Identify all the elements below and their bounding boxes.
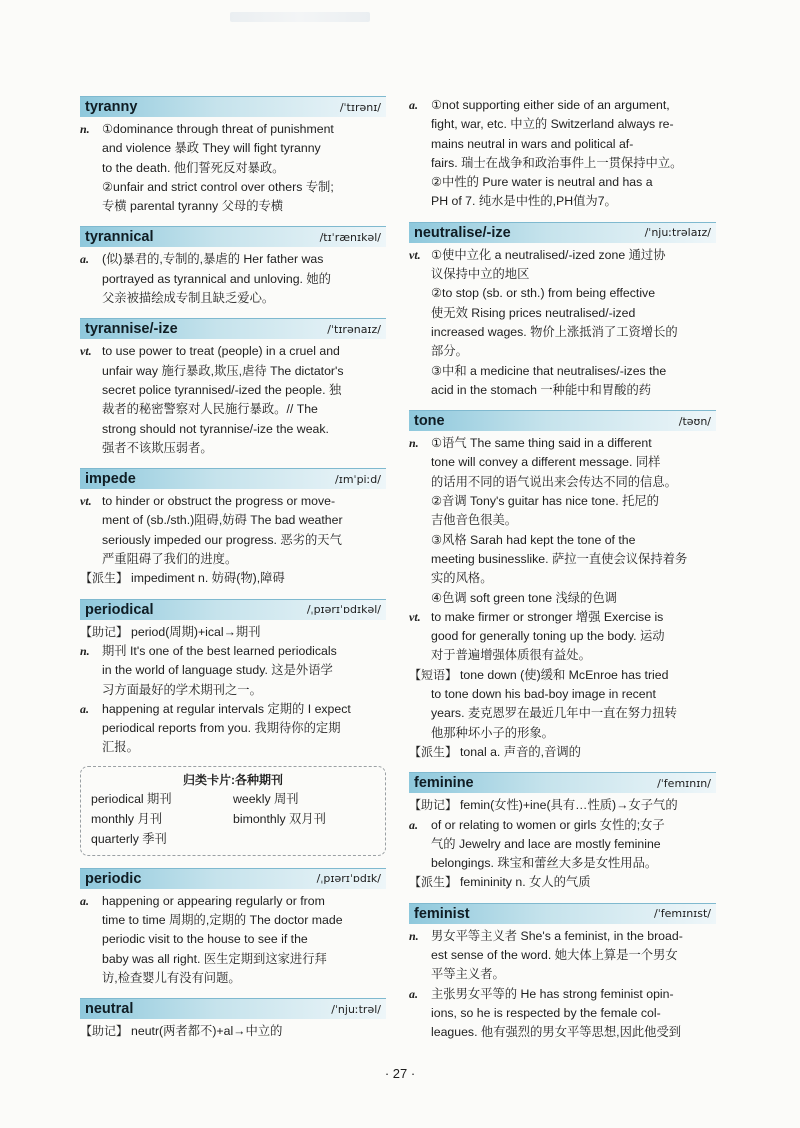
headword: tyrannise/-ize (85, 321, 178, 338)
definition-line (80, 930, 386, 949)
definition-text: est sense of the word. 她大体上算是一个男女 (431, 947, 678, 962)
category-card-item: periodical 期刊 (91, 791, 172, 806)
entry (80, 468, 386, 588)
definition-text: ions, so he is respected by the female col- (431, 1005, 661, 1020)
definition-text: 实的风格。 (431, 571, 493, 586)
definition-text: acid in the stomach 一种能中和胃酸的药 (431, 382, 652, 397)
headword-bar (409, 772, 716, 793)
headword: tyrannical (85, 229, 154, 246)
definition-text: 部分。 (431, 344, 468, 359)
definition-text: ②中性的 Pure water is neutral and has a (431, 175, 653, 190)
pronunciation: /ˈfemɪnɪn/ (657, 776, 711, 790)
definition-line (80, 511, 386, 530)
category-card-item: bimonthly 双月刊 (233, 811, 326, 826)
definition-text: 吉他音色很美。 (431, 513, 518, 528)
definition-line (80, 719, 386, 738)
category-card-item: weekly 周刊 (233, 791, 299, 806)
definition-text: impediment n. 妨碍(物),障碍 (131, 571, 285, 586)
definition-text: ①not supporting either side of an argument, (431, 98, 670, 112)
headword-bar (80, 318, 386, 339)
definition-text: 强者不该欺压弱者。 (102, 440, 213, 455)
definition-text: and violence 暴政 They will fight tyranny (102, 141, 321, 156)
headword: tone (414, 413, 445, 430)
category-card-title: 归类卡片:各种期刊 (183, 772, 283, 787)
pos-tag: a. (80, 701, 89, 716)
definition-line (409, 304, 716, 323)
pos-tag: 【短语】 (409, 667, 458, 682)
definition-line (409, 569, 716, 588)
definition-text: ④色调 soft green tone 浅绿的色调 (431, 590, 617, 605)
definition-text: strong should not tyrannise/-ize the weak. (102, 421, 329, 436)
definition-text: period(周期)+ical→期刊 (131, 624, 261, 639)
definition-line (409, 685, 716, 704)
definition-line (409, 985, 716, 1004)
definition-text: mains neutral in wars and political af- (431, 136, 634, 151)
headword-bar (409, 410, 716, 431)
definition-text: 父亲被描绘成专制且缺乏爱心。 (102, 291, 275, 306)
pronunciation: /ɪmˈpiːd/ (335, 472, 381, 486)
headword: feminine (414, 775, 474, 792)
definition-text: in the world of language study. 这是外语学 (102, 663, 333, 678)
headword-bar (80, 226, 386, 247)
definition-line (80, 139, 386, 158)
definition-line (409, 589, 716, 608)
definition-line (409, 627, 716, 646)
definition-line (80, 642, 386, 661)
definition-text: unfair way 施行暴政,欺压,虐待 The dictator's (102, 363, 344, 378)
entry (80, 318, 386, 458)
definition-text: PH of 7. 纯水是中性的,PH值为7。 (431, 194, 617, 209)
definition-text: 男女平等主义者 She's a feminist, in the broad- (431, 928, 683, 943)
definition-line (409, 434, 716, 453)
definition-text: neutr(两者都不)+al→中立的 (131, 1024, 283, 1039)
entry (80, 868, 386, 988)
pronunciation: /ˈnjuːtrəlaɪz/ (644, 226, 711, 240)
definition-line (409, 96, 716, 115)
definition-line (409, 453, 716, 472)
headword: feminist (414, 905, 470, 922)
definition-line (80, 1022, 386, 1041)
definition-line (80, 569, 386, 588)
headword-bar (409, 903, 716, 924)
headword-bar (80, 868, 386, 889)
headword-bar (80, 96, 386, 117)
pos-tag: 【派生】 (409, 875, 458, 890)
pronunciation: /ˈfemɪnɪst/ (654, 907, 711, 921)
definition-line (409, 854, 716, 873)
definition-line (409, 704, 716, 723)
entry (80, 226, 386, 308)
definition-text: fairs. 瑞士在战争和政治事件上一贯保持中立。 (431, 155, 683, 170)
definition-text: belongings. 珠宝和蕾丝大多是女性用品。 (431, 856, 658, 871)
definition-line (409, 724, 716, 743)
page-number: · 27 · (384, 1066, 416, 1081)
pos-tag: n. (80, 643, 90, 658)
left-column (80, 96, 386, 1052)
definition-text: 对于普遍增强体质很有益处。 (431, 648, 591, 663)
definition-text: 裁者的秘密警察对人民施行暴政。// The (102, 402, 318, 417)
definition-line (80, 531, 386, 550)
entry (80, 998, 386, 1041)
definition-text: 主张男女平等的 He has strong feminist opin- (431, 986, 674, 1001)
definition-line (80, 738, 386, 757)
definition-line (80, 197, 386, 216)
pos-tag: 【助记】 (80, 1024, 129, 1039)
definition-line (409, 531, 716, 550)
definition-text: 议保持中立的地区 (431, 267, 530, 282)
definition-line (409, 473, 716, 492)
pos-tag: a. (80, 252, 89, 267)
definition-text: ①语气 The same thing said in a different (431, 436, 652, 451)
definition-text: 气的 Jewelry and lace are mostly feminine (431, 836, 661, 851)
headword-bar (409, 222, 716, 243)
definition-line (409, 246, 716, 265)
pos-tag: a. (80, 893, 89, 908)
definition-text: time to time 周期的,定期的 The doctor made (102, 913, 343, 928)
pos-tag: n. (409, 436, 419, 451)
definition-line (409, 666, 716, 685)
pronunciation: /ˈtɪrənɪ/ (339, 100, 381, 114)
definition-line (409, 835, 716, 854)
definition-line (80, 969, 386, 988)
definition-line (409, 362, 716, 381)
definition-text: 平等主义者。 (431, 967, 505, 982)
definition-line (80, 892, 386, 911)
headword-bar (80, 468, 386, 489)
pos-tag: 【派生】 (409, 744, 458, 759)
definition-text: 他那种坏小子的形象。 (431, 725, 554, 740)
definition-line (409, 492, 716, 511)
definition-text: portrayed as tyrannical and unloving. 她的 (102, 271, 331, 286)
definition-text: tone will convey a different message. 同样 (431, 455, 661, 470)
definition-line (409, 873, 716, 892)
definition-text: increased wages. 物价上涨抵消了工资增长的 (431, 324, 678, 339)
definition-line (80, 381, 386, 400)
pronunciation: /ˌpɪərɪˈɒdɪk/ (316, 872, 381, 886)
definition-line (409, 173, 716, 192)
headword: periodic (85, 870, 142, 887)
headword-bar (80, 599, 386, 620)
pronunciation: /tɪˈrænɪkəl/ (319, 230, 381, 244)
definition-line (80, 178, 386, 197)
definition-line (409, 154, 716, 173)
headword: periodical (85, 601, 154, 618)
definition-text: leagues. 他有强烈的男女平等思想,因此他受到 (431, 1025, 682, 1040)
definition-line (409, 115, 716, 134)
pos-tag: 【助记】 (80, 624, 129, 639)
definition-line (409, 816, 716, 835)
definition-line (409, 927, 716, 946)
pos-tag: n. (409, 928, 419, 943)
definition-line (409, 265, 716, 284)
definition-text: periodic visit to the house to see if the (102, 932, 308, 947)
definition-line (80, 400, 386, 419)
entry (80, 599, 386, 856)
pos-tag: 【助记】 (409, 798, 458, 813)
definition-text: to hinder or obstruct the progress or move- (102, 494, 336, 509)
definition-text: ①dominance through threat of punishment (102, 122, 334, 136)
definition-text: good for generally toning up the body. 运动 (431, 629, 665, 644)
headword: impede (85, 471, 136, 488)
definition-line (409, 135, 716, 154)
pos-tag: vt. (409, 247, 421, 262)
category-card-item: monthly 月刊 (91, 811, 163, 826)
pronunciation: /ˈtɪrənaɪz/ (327, 322, 381, 336)
definition-line (409, 550, 716, 569)
pos-tag: vt. (80, 344, 92, 359)
headword: tyranny (85, 99, 138, 115)
definition-text: 的话用不同的语气说出来会传达不同的信息。 (431, 474, 677, 489)
definition-text: 使无效 Rising prices neutralised/-ized (431, 305, 636, 320)
definition-text: 严重阻碍了我们的进度。 (102, 552, 238, 567)
definition-line (80, 661, 386, 680)
definition-line (409, 743, 716, 762)
definition-text: to use power to treat (people) in a cruel and (102, 344, 340, 359)
definition-text: ③风格 Sarah had kept the tone of the (431, 532, 636, 547)
definition-text: ①使中立化 a neutralised/-ized zone 通过协 (431, 247, 666, 262)
definition-text: happening at regular intervals 定期的 I expect (102, 701, 351, 716)
definition-line (409, 946, 716, 965)
definition-text: happening or appearing regularly or from (102, 893, 325, 908)
pos-tag: a. (409, 986, 418, 1001)
definition-line (80, 362, 386, 381)
definition-text: meeting businesslike. 萨拉一直使会议保持着务 (431, 551, 688, 566)
definition-line (80, 623, 386, 642)
definition-text: periodical reports from you. 我期待你的定期 (102, 721, 341, 736)
pos-tag: vt. (80, 494, 92, 509)
pos-tag: 【派生】 (80, 571, 129, 586)
definition-text: seriously impeded our progress. 恶劣的天气 (102, 532, 342, 547)
definition-line (409, 646, 716, 665)
definition-text: (似)暴君的,专制的,暴虐的 Her father was (102, 252, 324, 267)
definition-line (80, 120, 386, 139)
definition-line (80, 950, 386, 969)
definition-text: ②音调 Tony's guitar has nice tone. 托尼的 (431, 494, 659, 509)
category-card-item: quarterly 季刊 (91, 831, 167, 846)
definition-line (80, 700, 386, 719)
headword-bar (80, 998, 386, 1019)
definition-text: secret police tyrannised/-ized the people. 独 (102, 382, 342, 397)
definition-text: years. 麦克恩罗在最近几年中一直在努力扭转 (431, 706, 677, 721)
header-decoration (230, 12, 370, 22)
definition-line (80, 550, 386, 569)
definition-line (409, 965, 716, 984)
pronunciation: /ˈnjuːtrəl/ (331, 1002, 381, 1016)
definition-text: to the death. 他们誓死反对暴政。 (102, 160, 285, 175)
definition-line (409, 511, 716, 530)
entry-continuation (409, 96, 716, 212)
definition-text: tone down (使)缓和 McEnroe has tried (460, 667, 669, 682)
definition-line (80, 250, 386, 269)
pronunciation: /ˌpɪərɪˈɒdɪkəl/ (306, 603, 381, 617)
entry (409, 222, 716, 400)
definition-line (409, 796, 716, 815)
category-card-item (233, 829, 375, 849)
definition-line (409, 192, 716, 211)
definition-line (409, 1004, 716, 1023)
definition-line (80, 159, 386, 178)
definition-line (80, 289, 386, 308)
headword: neutralise/-ize (414, 224, 511, 241)
definition-text: femininity n. 女人的气质 (460, 875, 591, 890)
definition-text: to make firmer or stronger 增强 Exercise is (431, 609, 664, 624)
category-card-grid (91, 789, 375, 849)
definition-line (409, 608, 716, 627)
definition-text: tonal a. 声音的,音调的 (460, 744, 581, 759)
pos-tag: n. (80, 122, 90, 136)
definition-line (409, 323, 716, 342)
definition-text: baby was all right. 医生定期到这家进行拜 (102, 951, 327, 966)
category-card (80, 766, 386, 856)
entry (409, 410, 716, 762)
definition-text: 期刊 It's one of the best learned periodicals (102, 643, 337, 658)
definition-text: to tone down his bad-boy image in recent (431, 687, 656, 702)
definition-text: 访,检查婴儿有没有问题。 (102, 970, 241, 985)
definition-line (409, 284, 716, 303)
headword: neutral (85, 1001, 134, 1018)
definition-line (80, 492, 386, 511)
entry (80, 96, 386, 216)
right-column (409, 96, 716, 1052)
definition-text: 专横 parental tyranny 父母的专横 (102, 199, 284, 214)
definition-text: fight, war, etc. 中立的 Switzerland always re- (431, 117, 674, 132)
definition-text: 习方面最好的学术期刊之一。 (102, 682, 262, 697)
pronunciation: /təʊn/ (678, 414, 711, 428)
definition-line (80, 439, 386, 458)
definition-line (409, 1023, 716, 1042)
definition-line (80, 342, 386, 361)
definition-line (80, 420, 386, 439)
definition-text: femin(女性)+ine(具有…性质)→女子气的 (460, 798, 678, 813)
definition-line (80, 911, 386, 930)
definition-text: ②unfair and strict control over others 专制; (102, 179, 334, 194)
definition-line (80, 270, 386, 289)
definition-line (409, 342, 716, 361)
definition-text: ment of (sb./sth.)阻碍,妨碍 The bad weather (102, 513, 343, 528)
definition-text: 汇报。 (102, 740, 139, 755)
definition-line (409, 381, 716, 400)
definition-line (80, 681, 386, 700)
pos-tag: a. (409, 817, 418, 832)
entry (409, 772, 716, 892)
definition-text: ②to stop (sb. or sth.) from being effective (431, 286, 656, 301)
definition-text: ③中和 a medicine that neutralises/-izes the (431, 363, 667, 378)
pos-tag: vt. (409, 609, 421, 624)
entry (409, 903, 716, 1043)
definition-text: of or relating to women or girls 女性的;女子 (431, 817, 665, 832)
pos-tag: a. (409, 98, 418, 112)
